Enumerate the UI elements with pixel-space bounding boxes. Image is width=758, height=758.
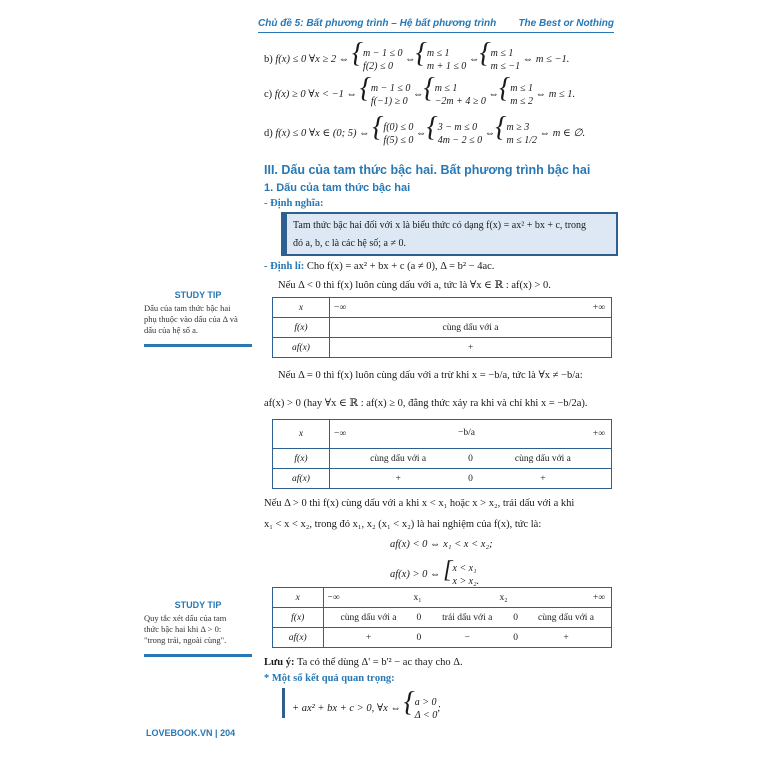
tip-line: dấu của hệ số a.: [144, 325, 199, 335]
af-value: +: [563, 632, 569, 643]
row-header: af(x): [273, 628, 324, 648]
example-label: c): [264, 89, 273, 100]
tip-line: Quy tắc xét dấu của tam: [144, 613, 227, 623]
example-tail: ⇔ m ∈ ∅.: [539, 128, 586, 139]
sys-line: 3 − m ≤ 0: [437, 121, 478, 133]
example-tail: ⇔ m ≤ −1.: [522, 54, 570, 65]
f-value: 0: [416, 612, 422, 623]
note-label: Lưu ý:: [264, 657, 295, 668]
example-lead: f(x) ≥ 0 ∀x < −1 ⇔: [274, 89, 358, 100]
row-header: x: [273, 588, 324, 608]
af-value: 0: [468, 473, 473, 484]
theorem: [264, 260, 494, 274]
example-c: c) f(x) ≥ 0 ∀x < −1 ⇔ {m − 1 ≤ 0 f(−1) ≥ 0 ⇔{m ≤ 1 −2m + 4 ≥ 0 ⇔{m ≤ 1 m ≤ 2 ⇔ m ≤ 1.: [264, 73, 576, 107]
theorem-label: - Định lí:: [264, 261, 305, 272]
f-value: trái dấu với a: [442, 612, 493, 623]
footer: LOVEBOOK.VN | 204: [146, 728, 236, 738]
x-value: −∞: [334, 429, 347, 439]
x-value: x₂: [499, 592, 508, 603]
f-row: [330, 449, 612, 469]
example-lead: f(x) ≤ 0 ∀x ∈ (0; 5) ⇔: [275, 128, 370, 139]
note-text: Ta có thể dùng Δ' = b'² − ac thay cho Δ.: [296, 657, 463, 668]
x-value: −∞: [334, 302, 347, 313]
eq-option: x > x₂.: [452, 575, 480, 587]
row-header: f(x): [273, 318, 330, 338]
sign-table-3: [272, 587, 612, 648]
footer-brand: LOVEBOOK.VN: [146, 728, 213, 738]
sys-line: m ≤ 1: [510, 82, 533, 94]
x-row: [330, 298, 612, 318]
header-rule: [258, 32, 614, 33]
row-header: x: [273, 420, 330, 449]
example-lead: f(x) ≤ 0 ∀x ≥ 2 ⇔: [275, 54, 350, 65]
result-lead: + ax² + bx + c > 0, ∀x ⇔: [292, 703, 401, 714]
x-value: +∞: [592, 302, 605, 313]
definition-box: [281, 212, 618, 256]
case3-line2: x₁ < x < x₂, trong đó x₁, x₂ (x₁ < x₂) là hai nghiệm của f(x), tức là:: [264, 519, 542, 530]
f-row: cùng dấu với a: [330, 318, 612, 338]
result-tail: ;: [437, 703, 441, 714]
sign-table-1: [272, 297, 612, 358]
study-tip-bar: [144, 654, 252, 657]
study-tip-bar: [144, 344, 252, 347]
sys-line: m ≤ 1/2: [506, 134, 537, 146]
sys-line: f(0) ≤ 0: [383, 121, 414, 133]
chapter-header: Chủ đề 5: Bất phương trình – Hệ bất phương trình: [258, 18, 497, 29]
sys-line: m ≤ 1: [490, 47, 514, 59]
af-value: +: [540, 473, 546, 484]
case2-line1: Nếu Δ = 0 thì f(x) luôn cùng dấu với a trừ khi x = −b/a, tức là ∀x ≠ −b/a:: [278, 370, 583, 381]
sys-line: m ≤ 1: [426, 47, 450, 59]
sys-line: 4m − 2 ≤ 0: [437, 134, 483, 146]
study-tip-text: [144, 303, 252, 336]
eq-lead: af(x) > 0 ⇔: [390, 569, 441, 580]
tip-line: Dấu của tam thức bậc hai: [144, 303, 231, 313]
af-value: +: [395, 473, 401, 484]
example-b: b) f(x) ≤ 0 ∀x ≥ 2 ⇔ {m − 1 ≤ 0 f(2) ≤ 0 ⇔{m ≤ 1 m + 1 ≤ 0 ⇔{m ≤ 1 m ≤ −1 ⇔ m ≤ −1.: [264, 38, 570, 72]
sys-line: −2m + 4 ≥ 0: [434, 95, 486, 107]
x-value: −∞: [327, 592, 340, 603]
row-header: f(x): [273, 608, 324, 628]
study-tip-1: [144, 290, 252, 347]
section-title: III. Dấu của tam thức bậc hai. Bất phương trình bậc hai: [264, 163, 591, 177]
case1-text: Nếu Δ < 0 thì f(x) luôn cùng dấu với a, tức là ∀x ∈ ℝ : af(x) > 0.: [278, 280, 551, 291]
tip-line: phụ thuộc vào dấu của Δ và: [144, 314, 238, 324]
case3-eq1: af(x) < 0 ⇔ x₁ < x < x₂;: [390, 539, 493, 550]
study-tip-title: STUDY TIP: [174, 290, 222, 300]
sign-table-2: [272, 419, 612, 489]
header-slogan: The Best or Nothing: [518, 18, 614, 29]
study-tip-title: STUDY TIP: [174, 600, 222, 610]
example-label: d): [264, 128, 273, 139]
f-value: 0: [513, 612, 518, 623]
f-value: 0: [468, 453, 473, 464]
example-tail: ⇔ m ≤ 1.: [535, 89, 576, 100]
f-value: cùng dấu với a: [370, 453, 427, 464]
x-value: x₁: [413, 592, 422, 603]
row-header: x: [273, 298, 330, 318]
results-label: * Một số kết quả quan trọng:: [264, 673, 395, 684]
row-header: f(x): [273, 449, 330, 469]
sys-line: m ≤ 2: [510, 95, 533, 107]
example-d: d) f(x) ≤ 0 ∀x ∈ (0; 5) ⇔ {f(0) ≤ 0 f(5) ≤ 0 ⇔{3 − m ≤ 0 4m − 2 ≤ 0 ⇔{m ≥ 3 m ≤ 1/2 ⇔ m ∈ ∅.: [264, 112, 586, 146]
sys-line: m + 1 ≤ 0: [426, 60, 467, 72]
row-header: af(x): [273, 338, 330, 358]
result-option: a > 0: [414, 696, 437, 708]
af-value: 0: [416, 632, 422, 643]
f-value: cùng dấu với a: [514, 453, 571, 464]
results-item: + ax² + bx + c > 0, ∀x ⇔ {a > 0 Δ < 0;: [292, 687, 441, 721]
example-label: b): [264, 54, 273, 65]
sys-line: f(2) ≤ 0: [363, 60, 393, 72]
sys-line: m ≤ 1: [434, 82, 458, 94]
sys-line: f(5) ≤ 0: [383, 134, 414, 146]
definition-label: - Định nghĩa:: [264, 198, 324, 209]
x-value: +∞: [592, 592, 605, 603]
af-value: +: [365, 632, 372, 643]
tip-line: thức bậc hai khi Δ > 0:: [144, 624, 222, 634]
f-value: cùng dấu với a: [538, 612, 594, 623]
study-tip-2: [144, 600, 252, 657]
af-row: +: [330, 338, 612, 358]
f-row: [323, 608, 612, 628]
sys-line: m ≤ −1: [490, 60, 521, 72]
x-row: [330, 420, 612, 449]
x-row: [323, 588, 612, 608]
sys-line: m ≥ 3: [506, 121, 530, 133]
sys-line: m − 1 ≤ 0: [363, 47, 403, 59]
page-number: 204: [220, 728, 236, 738]
row-header: af(x): [273, 469, 330, 489]
study-tip-text: [144, 613, 252, 646]
theorem-text: Cho f(x) = ax² + bx + c (a ≠ 0), Δ = b² − 4ac.: [306, 261, 495, 272]
case3-line1: Nếu Δ > 0 thì f(x) cùng dấu với a khi x < x₁ hoặc x > x₂, trái dấu với a khi: [264, 498, 575, 509]
definition-line: đó a, b, c là các hệ số; a ≠ 0.: [293, 238, 406, 249]
tip-line: "trong trái, ngoài cùng".: [144, 635, 227, 645]
af-row: [323, 628, 612, 648]
f-value: cùng dấu với a: [340, 612, 397, 623]
af-value: 0: [513, 632, 518, 643]
sys-line: m − 1 ≤ 0: [370, 82, 411, 94]
case2-line2: af(x) > 0 (hay ∀x ∈ ℝ : af(x) ≥ 0, đẳng thức xảy ra khi và chỉ khi x = −b/2a).: [264, 398, 588, 409]
sys-line: f(−1) ≥ 0: [370, 95, 408, 107]
x-value: +∞: [592, 429, 605, 439]
x-value: −b/a: [458, 428, 475, 438]
section-subtitle: 1. Dấu của tam thức bậc hai: [264, 182, 411, 194]
af-row: [330, 469, 612, 489]
af-value: −: [464, 632, 470, 643]
case3-eq2: af(x) > 0 ⇔ [x < x₁ x > x₂.: [390, 557, 480, 587]
eq-option: x < x₁: [452, 562, 477, 574]
definition-line: Tam thức bậc hai đối với x là biểu thức có dạng f(x) = ax² + bx + c, trong: [293, 220, 587, 231]
result-option: Δ < 0: [414, 709, 438, 721]
results-bar: [282, 688, 285, 718]
note: [264, 656, 463, 670]
